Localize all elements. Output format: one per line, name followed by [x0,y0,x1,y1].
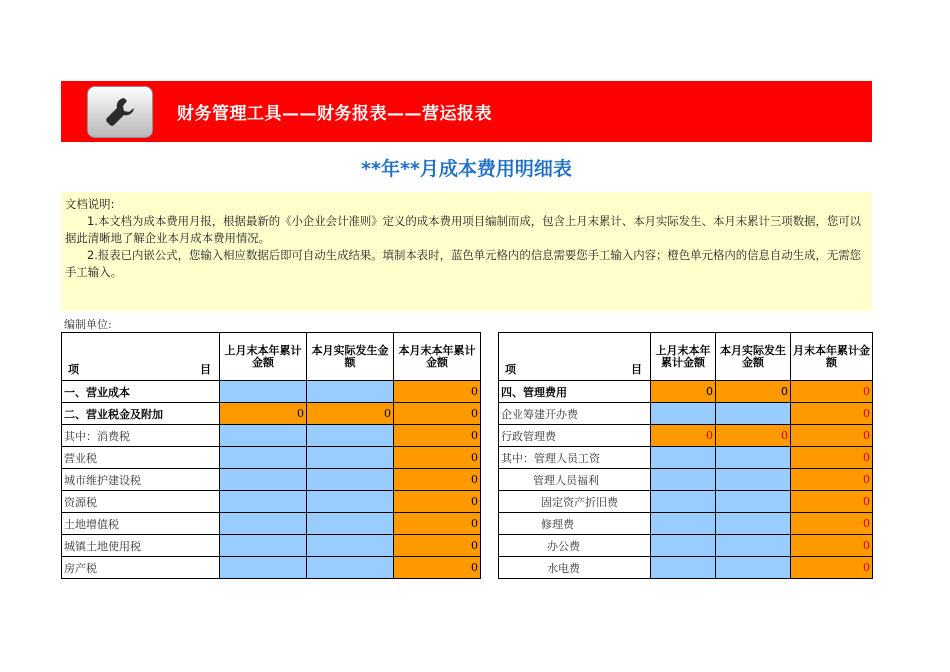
formula-cell: 0 [394,403,481,425]
row-label: 一、营业成本 [62,381,220,403]
input-cell[interactable] [307,535,394,557]
formula-cell: 0 [791,381,873,403]
row-label: 城市维护建设税 [62,469,220,491]
input-cell[interactable] [220,425,307,447]
description-para-2: 2.报表已内嵌公式，您输入相应数据后即可自动生成结果。填制本表时，蓝色单元格内的信息需要您手工输入内容；橙色单元格内的信息自动生成，无需您手工输入。 [65,248,862,279]
column-header: 本月实际发生金额 [307,333,394,381]
input-cell[interactable] [220,491,307,513]
formula-cell: 0 [394,447,481,469]
row-label: 其中：管理人员工资 [499,447,651,469]
table-row [62,447,481,469]
table-row [62,491,481,513]
formula-cell: 0 [220,403,307,425]
table-row [62,425,481,447]
input-cell[interactable] [716,535,791,557]
column-header: 本月实际发生金额 [716,333,791,381]
input-cell[interactable] [651,469,716,491]
input-cell[interactable] [307,381,394,403]
input-cell[interactable] [220,513,307,535]
table-row [62,535,481,557]
item-header-cell [62,333,220,381]
table-row [62,403,481,425]
input-cell[interactable] [716,513,791,535]
formula-cell: 0 [394,381,481,403]
table-row [62,469,481,491]
formula-cell: 0 [307,403,394,425]
table-row [499,513,873,535]
row-label: 行政管理费 [499,425,651,447]
row-label: 二、营业税金及附加 [62,403,220,425]
table-row [499,403,873,425]
input-cell[interactable] [307,447,394,469]
input-cell[interactable] [220,535,307,557]
input-cell[interactable] [716,469,791,491]
unit-label: 编制单位: [64,318,112,331]
row-label: 固定资产折旧费 [499,491,651,513]
input-cell[interactable] [220,447,307,469]
table-row [499,535,873,557]
row-label: 土地增值税 [62,513,220,535]
wrench-icon [102,94,138,130]
input-cell[interactable] [220,469,307,491]
input-cell[interactable] [307,513,394,535]
table-row [499,381,873,403]
table-row [62,557,481,579]
input-cell[interactable] [651,557,716,579]
table-row [499,425,873,447]
input-cell[interactable] [651,535,716,557]
input-cell[interactable] [220,557,307,579]
input-cell[interactable] [307,557,394,579]
row-label: 企业筹建开办费 [499,403,651,425]
row-label: 其中：消费税 [62,425,220,447]
item-header-right: 目 [631,363,642,376]
cost-table-right [498,332,873,579]
input-cell[interactable] [651,447,716,469]
cost-table-left [61,332,481,579]
item-header-left: 项 [505,363,516,376]
formula-cell: 0 [791,513,873,535]
input-cell[interactable] [220,381,307,403]
row-label: 水电费 [499,557,651,579]
formula-cell: 0 [716,381,791,403]
formula-cell: 0 [651,425,716,447]
app-title: 财务管理工具——财务报表——营运报表 [177,104,492,124]
input-cell[interactable] [651,403,716,425]
formula-cell: 0 [791,535,873,557]
input-cell[interactable] [716,447,791,469]
formula-cell: 0 [394,535,481,557]
description-box [61,192,872,311]
formula-cell: 0 [394,557,481,579]
description-para-1: 1.本文档为成本费用月报，根据最新的《小企业会计准则》定义的成本费用项目编制而成，包含上月末累计、本月实际发生、本月末累计三项数据，您可以据此清晰地了解企业本月成本费用情况。 [65,214,862,245]
row-label: 修理费 [499,513,651,535]
formula-cell: 0 [791,491,873,513]
formula-cell: 0 [791,425,873,447]
formula-cell: 0 [394,513,481,535]
row-label: 城镇土地使用税 [62,535,220,557]
input-cell[interactable] [651,513,716,535]
formula-cell: 0 [394,491,481,513]
column-header: 上月末本年累计金额 [220,333,307,381]
table-row [499,491,873,513]
formula-cell: 0 [716,425,791,447]
formula-cell: 0 [791,557,873,579]
row-label: 办公费 [499,535,651,557]
formula-cell: 0 [394,425,481,447]
input-cell[interactable] [716,491,791,513]
formula-cell: 0 [791,447,873,469]
column-header: 本月末本年累计金额 [394,333,481,381]
table-header-row [62,333,481,381]
description-heading: 文档说明: [65,197,115,211]
formula-cell: 0 [651,381,716,403]
input-cell[interactable] [651,491,716,513]
column-header: 月末本年累计金额 [791,333,873,381]
row-label: 房产税 [62,557,220,579]
table-row [499,469,873,491]
row-label: 资源税 [62,491,220,513]
input-cell[interactable] [716,557,791,579]
item-header-left: 项 [68,363,79,376]
tool-button[interactable] [87,86,153,138]
item-header-right: 目 [200,363,211,376]
row-label: 营业税 [62,447,220,469]
formula-cell: 0 [791,403,873,425]
item-header-cell [499,333,651,381]
input-cell[interactable] [307,425,394,447]
column-header: 上月末本年累计金额 [651,333,716,381]
formula-cell: 0 [394,469,481,491]
formula-cell: 0 [791,469,873,491]
input-cell[interactable] [307,491,394,513]
table-row [499,557,873,579]
table-row [62,513,481,535]
row-label: 四、管理费用 [499,381,651,403]
input-cell[interactable] [716,403,791,425]
header-banner [61,81,872,142]
table-header-row [499,333,873,381]
report-title: **年**月成本费用明细表 [361,158,572,180]
input-cell[interactable] [307,469,394,491]
row-label: 管理人员福利 [499,469,651,491]
table-row [499,447,873,469]
table-row [62,381,481,403]
